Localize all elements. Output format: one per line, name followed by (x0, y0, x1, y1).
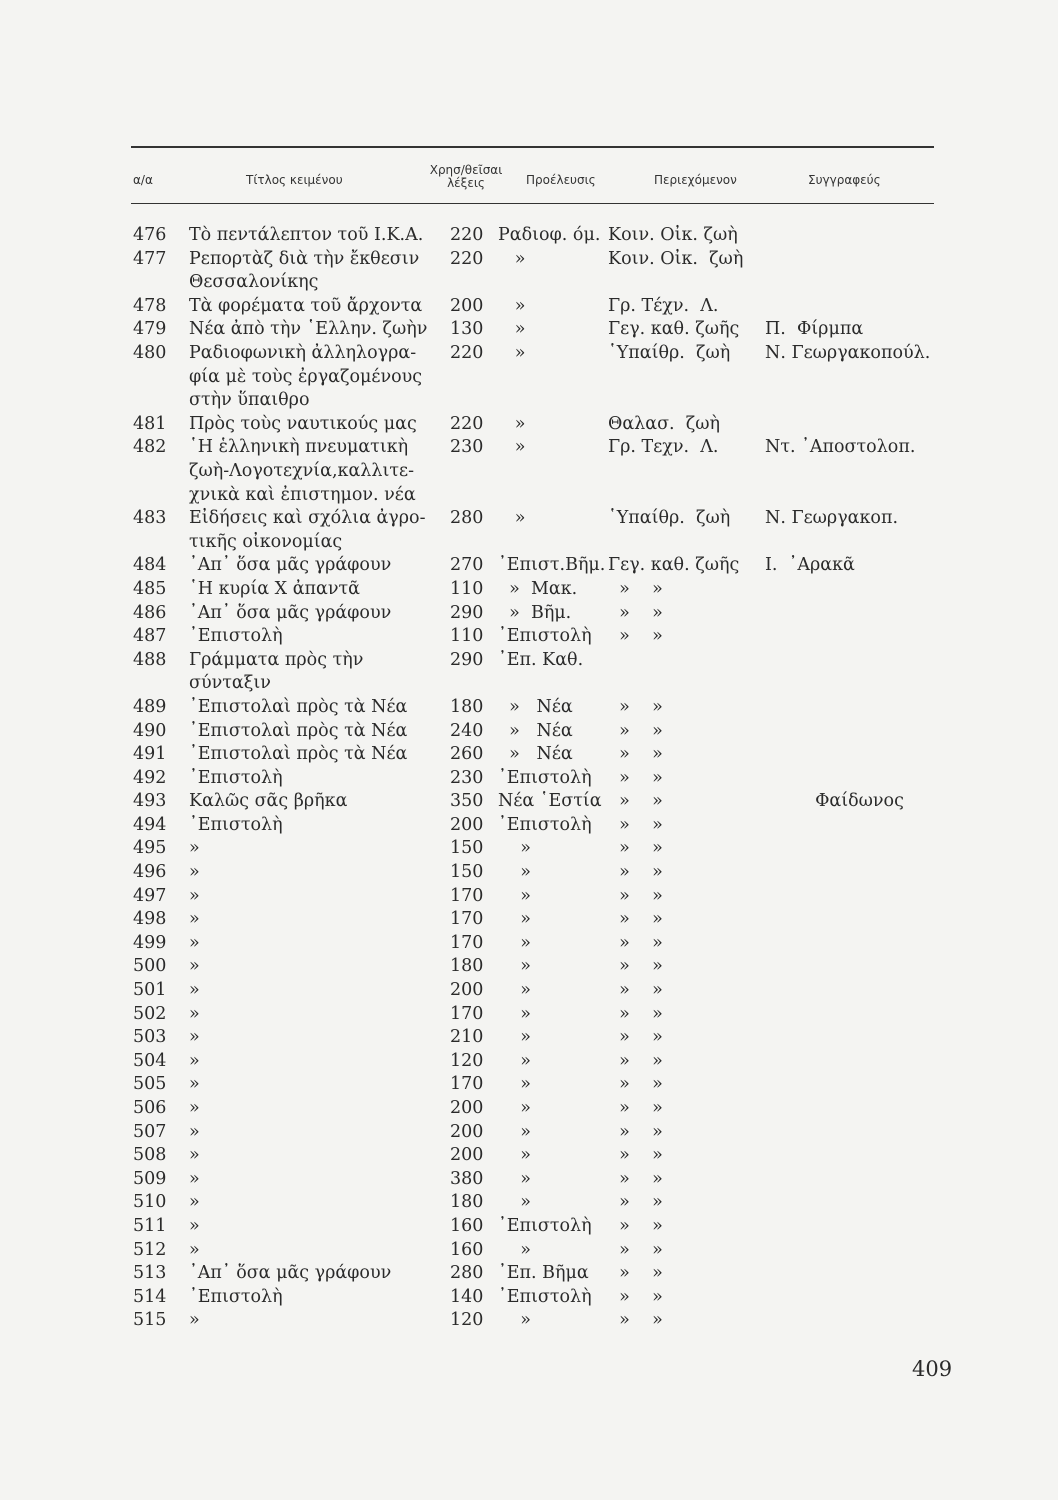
row-content: » » (608, 956, 663, 977)
row-words: 290 (450, 649, 484, 670)
table-row (0, 1003, 1058, 1027)
row-source: » (498, 295, 526, 316)
row-words: 120 (450, 1310, 484, 1331)
row-number: 487 (133, 626, 167, 647)
row-words: 350 (450, 791, 484, 812)
row-source: » (498, 342, 526, 363)
row-number: 506 (133, 1098, 167, 1118)
table-row (0, 790, 1058, 814)
row-number: 505 (133, 1074, 167, 1095)
row-title: Πρὸς τοὺς ναυτικούς μας (189, 413, 417, 434)
row-number: 497 (133, 885, 167, 906)
row-content: » » (608, 1168, 663, 1189)
row-source: » Βῆμ. (498, 602, 572, 623)
row-number: 511 (133, 1215, 167, 1236)
row-content: Γεγ. καθ. ζωῆς (608, 319, 740, 340)
row-content: » » (608, 1192, 663, 1213)
row-title: » (189, 1145, 200, 1166)
row-content: » » (608, 1239, 663, 1260)
row-source: » (498, 1003, 531, 1024)
row-number: 485 (133, 578, 167, 599)
row-content: » » (608, 1263, 663, 1284)
row-words: 140 (450, 1286, 484, 1307)
row-number: 509 (133, 1168, 167, 1189)
row-source: ᾿Επ. Καθ. (498, 649, 584, 670)
row-title: ῾Η κυρία Χ ἀπαντᾶ (189, 578, 360, 599)
row-content: » » (608, 791, 663, 812)
row-number: 512 (133, 1239, 167, 1260)
table-row (0, 1121, 1058, 1145)
row-content: » » (608, 1286, 663, 1307)
row-source: ᾿Επιστολὴ (498, 626, 592, 647)
row-words: 210 (450, 1027, 484, 1048)
row-words: 200 (450, 1121, 484, 1142)
header-author: Συγγραφεύς (808, 173, 881, 187)
row-content: » » (608, 1310, 663, 1331)
row-number: 510 (133, 1192, 167, 1213)
row-words: 170 (450, 885, 484, 906)
row-content: Γρ. Τεχν. Λ. (608, 437, 719, 458)
row-number: 513 (133, 1263, 167, 1284)
table-row (0, 578, 1058, 602)
table-row (0, 932, 1058, 956)
row-source: » (498, 437, 526, 458)
row-source: » (498, 1239, 531, 1260)
row-words: 260 (450, 744, 484, 765)
row-content: » » (608, 744, 663, 765)
row-source: ᾿Επ. Βῆμα (498, 1263, 589, 1284)
table-row (0, 837, 1058, 861)
row-source: Ραδιοφ. όμ. (498, 225, 601, 245)
row-source: » (498, 1168, 531, 1189)
row-source: » Νέα (498, 744, 573, 765)
row-source: » (498, 319, 526, 340)
row-content: » » (608, 838, 663, 859)
table-row (0, 1097, 1058, 1121)
table-row (0, 1309, 1058, 1333)
row-source: » (498, 248, 526, 269)
row-number: 480 (133, 342, 167, 363)
table-row (0, 979, 1058, 1003)
row-words: 200 (450, 295, 484, 316)
row-number: 482 (133, 437, 167, 458)
row-words: 150 (450, 838, 484, 859)
row-source: ᾿Επιστ.Βῆμ. (498, 555, 606, 576)
row-number: 496 (133, 862, 167, 883)
row-source: ᾿Επιστολὴ (498, 814, 592, 835)
page-number: 409 (912, 1357, 953, 1381)
row-content: » » (608, 1121, 663, 1142)
table-row (0, 720, 1058, 744)
table-row (0, 696, 1058, 720)
row-content: » » (608, 932, 663, 953)
row-words: 170 (450, 1003, 484, 1024)
table-header-rule (131, 203, 934, 204)
row-words: 220 (450, 248, 484, 269)
row-words: 380 (450, 1168, 484, 1189)
row-author: Ν. Γεωργακοπ. (765, 508, 899, 529)
row-title: ᾿Απ᾿ ὅσα μᾶς γράφουν (189, 1263, 392, 1284)
row-number: 493 (133, 791, 167, 812)
row-title: ᾿Απ᾿ ὅσα μᾶς γράφουν (189, 602, 392, 623)
row-source: » (498, 932, 531, 953)
row-number: 514 (133, 1286, 167, 1307)
table-row (0, 1262, 1058, 1286)
row-source: » (498, 980, 531, 1001)
row-words: 220 (450, 413, 484, 434)
row-title: » (189, 1215, 200, 1236)
table-row (0, 908, 1058, 932)
table-row (0, 436, 1058, 507)
row-source: ᾿Επιστολὴ (498, 1286, 592, 1307)
row-author: Φαίδωνος (765, 791, 904, 812)
row-title: » (189, 932, 200, 953)
row-source: » Μακ. (498, 578, 578, 599)
table-row (0, 1073, 1058, 1097)
row-source: » (498, 956, 531, 977)
row-title: Τὰ φορέματα τοῦ ἄρχοντα (189, 295, 423, 316)
row-words: 180 (450, 696, 484, 717)
row-source: ᾿Επιστολὴ (498, 767, 592, 788)
row-number: 476 (133, 225, 167, 245)
row-source: » (498, 508, 526, 529)
row-number: 483 (133, 508, 167, 529)
row-words: 110 (450, 578, 484, 599)
row-source: » (498, 838, 531, 859)
row-content: ῾Υπαίθρ. ζωὴ (608, 342, 731, 363)
row-content: » » (608, 578, 663, 599)
row-content: » » (608, 1003, 663, 1024)
row-author: Ν. Γεωργακοπούλ. (765, 342, 931, 363)
row-title: » (189, 909, 200, 930)
row-number: 478 (133, 295, 167, 316)
row-title: » (189, 1310, 200, 1331)
table-row (0, 885, 1058, 909)
row-title: Ρεπορτὰζ διὰ τὴν ἔκθεσιν Θεσσαλονίκης (189, 248, 420, 293)
row-words: 230 (450, 767, 484, 788)
row-words: 200 (450, 814, 484, 835)
table-row (0, 248, 1058, 295)
row-words: 200 (450, 1098, 484, 1118)
row-title: » (189, 1239, 200, 1260)
row-number: 503 (133, 1027, 167, 1048)
header-content: Περιεχόμενον (654, 173, 737, 187)
row-title: ᾿Απ᾿ ὅσα μᾶς γράφουν (189, 555, 392, 576)
row-title: Ραδιοφωνικὴ ἀλληλογρα- φία μὲ τοὺς ἐργαζομένους στὴν ὕπαιθρο (189, 342, 423, 411)
row-source: » (498, 1121, 531, 1142)
table-row (0, 1050, 1058, 1074)
row-content: Θαλασ. ζωὴ (608, 413, 720, 434)
row-title: ᾿Επιστολαὶ πρὸς τὰ Νέα (189, 720, 408, 741)
row-title: » (189, 1027, 200, 1048)
row-source: » (498, 1074, 531, 1095)
row-words: 240 (450, 720, 484, 741)
row-content: » » (608, 626, 663, 647)
row-content: » » (608, 1074, 663, 1095)
row-source: » (498, 885, 531, 906)
row-words: 150 (450, 862, 484, 883)
row-content: » » (608, 862, 663, 883)
row-number: 500 (133, 956, 167, 977)
row-number: 491 (133, 744, 167, 765)
row-title: Εἰδήσεις καὶ σχόλια ἀγρο- τικῆς οἰκονομίας (189, 508, 426, 552)
row-content: » » (608, 1098, 663, 1118)
table-row (0, 554, 1058, 578)
row-words: 200 (450, 980, 484, 1001)
row-title: » (189, 838, 200, 859)
row-number: 484 (133, 555, 167, 576)
row-source: » (498, 1050, 531, 1071)
table-row (0, 1144, 1058, 1168)
table-top-rule (131, 146, 934, 148)
row-title: » (189, 1098, 200, 1118)
table-body (0, 224, 1058, 1333)
header-words-line1: Χρησ/θεῖσαι (429, 163, 503, 177)
row-title: Τὸ πεντάλεπτον τοῦ Ι.Κ.Α. (189, 225, 424, 245)
header-aa: α/α (133, 173, 153, 187)
row-title: ᾿Επιστολαὶ πρὸς τὰ Νέα (189, 744, 408, 765)
row-words: 110 (450, 626, 484, 647)
table-row (0, 649, 1058, 696)
row-author: Ι. ᾿Αρακᾶ (765, 555, 855, 576)
row-title: Γράμματα πρὸς τὴν σύνταξιν (189, 649, 364, 694)
row-words: 170 (450, 909, 484, 930)
row-number: 494 (133, 814, 167, 835)
row-content: Κοιν. Οἰκ. ζωὴ (608, 225, 738, 245)
row-title: ῾Η ἑλληνικὴ πνευματικὴ ζωὴ-Λογοτεχνία,καλλιτε- χνικὰ καὶ ἐπιστημον. νέα (189, 437, 416, 505)
row-title: Νέα ἀπὸ τὴν ῾Ελλην. ζωὴν (189, 319, 428, 340)
row-number: 479 (133, 319, 167, 340)
row-content: » » (608, 767, 663, 788)
row-content: Γεγ. καθ. ζωῆς (608, 555, 740, 576)
row-source: » (498, 1310, 531, 1331)
row-number: 495 (133, 838, 167, 859)
row-number: 498 (133, 909, 167, 930)
row-words: 220 (450, 342, 484, 363)
row-source: » (498, 1145, 531, 1166)
row-content: » » (608, 1215, 663, 1236)
header-title: Τίτλος κειμένου (246, 173, 343, 187)
row-words: 280 (450, 508, 484, 529)
row-title: » (189, 1050, 200, 1071)
row-number: 515 (133, 1310, 167, 1331)
row-source: » (498, 413, 526, 434)
row-content: » » (608, 1145, 663, 1166)
row-number: 508 (133, 1145, 167, 1166)
row-number: 486 (133, 602, 167, 623)
row-content: » » (608, 885, 663, 906)
row-content: » » (608, 980, 663, 1001)
row-content: » » (608, 814, 663, 835)
row-title: ᾿Επιστολὴ (189, 626, 283, 647)
row-number: 481 (133, 413, 167, 434)
row-words: 160 (450, 1239, 484, 1260)
table-row (0, 1191, 1058, 1215)
row-number: 499 (133, 932, 167, 953)
row-content: » » (608, 696, 663, 717)
table-row (0, 1026, 1058, 1050)
row-source: » (498, 1098, 531, 1118)
row-content: » » (608, 1027, 663, 1048)
table-row (0, 1239, 1058, 1263)
row-number: 501 (133, 980, 167, 1001)
row-source: » (498, 862, 531, 883)
row-content: Κοιν. Οἰκ. ζωὴ (608, 248, 744, 269)
row-words: 290 (450, 602, 484, 623)
row-title: ᾿Επιστολὴ (189, 814, 283, 835)
row-number: 477 (133, 248, 167, 269)
table-row (0, 602, 1058, 626)
row-content: ῾Υπαίθρ. ζωὴ (608, 508, 731, 529)
row-number: 488 (133, 649, 167, 670)
row-words: 170 (450, 1074, 484, 1095)
row-content: » » (608, 909, 663, 930)
table-row (0, 767, 1058, 791)
row-title: » (189, 956, 200, 977)
row-content: » » (608, 1050, 663, 1071)
table-row (0, 955, 1058, 979)
header-words-line2: λέξεις (447, 176, 485, 190)
row-words: 270 (450, 555, 484, 576)
row-title: » (189, 980, 200, 1001)
row-words: 280 (450, 1263, 484, 1284)
header-words (418, 164, 514, 190)
table-row (0, 1286, 1058, 1310)
header-source: Προέλευσις (526, 173, 596, 187)
table-row (0, 1215, 1058, 1239)
row-source: » (498, 1027, 531, 1048)
row-author: Ντ. ᾿Αποστολοπ. (765, 437, 916, 458)
row-title: Καλῶς σᾶς βρῆκα (189, 791, 348, 812)
row-number: 502 (133, 1003, 167, 1024)
table-row (0, 413, 1058, 437)
table-row (0, 625, 1058, 649)
row-title: » (189, 1168, 200, 1189)
row-title: ᾿Επιστολὴ (189, 767, 283, 788)
table-row (0, 318, 1058, 342)
row-content: Γρ. Τέχν. Λ. (608, 295, 719, 316)
table-row (0, 1168, 1058, 1192)
row-title: ᾿Επιστολὴ (189, 1286, 283, 1307)
row-title: » (189, 1121, 200, 1142)
table-row (0, 861, 1058, 885)
row-author: Π. Φίρμπα (765, 319, 864, 340)
table-row (0, 743, 1058, 767)
table-row (0, 224, 1058, 248)
row-title: » (189, 1074, 200, 1095)
row-words: 180 (450, 956, 484, 977)
row-source: Νέα ῾Εστία (498, 791, 602, 812)
row-source: » Νέα (498, 720, 573, 741)
row-words: 180 (450, 1192, 484, 1213)
row-title: » (189, 1192, 200, 1213)
row-title: ᾿Επιστολαὶ πρὸς τὰ Νέα (189, 696, 408, 717)
row-words: 170 (450, 932, 484, 953)
row-words: 220 (450, 225, 484, 245)
row-number: 492 (133, 767, 167, 788)
row-words: 230 (450, 437, 484, 458)
row-words: 160 (450, 1215, 484, 1236)
row-source: ᾿Επιστολὴ (498, 1215, 592, 1236)
row-title: » (189, 862, 200, 883)
row-source: » (498, 909, 531, 930)
row-number: 507 (133, 1121, 167, 1142)
row-content: » » (608, 602, 663, 623)
row-words: 130 (450, 319, 484, 340)
row-source: » (498, 1192, 531, 1213)
row-words: 200 (450, 1145, 484, 1166)
row-content: » » (608, 720, 663, 741)
table-row (0, 295, 1058, 319)
row-source: » Νέα (498, 696, 573, 717)
row-number: 490 (133, 720, 167, 741)
row-title: » (189, 885, 200, 906)
table-row (0, 507, 1058, 554)
row-title: » (189, 1003, 200, 1024)
row-number: 489 (133, 696, 167, 717)
row-number: 504 (133, 1050, 167, 1071)
table-row (0, 342, 1058, 413)
table-row (0, 814, 1058, 838)
row-words: 120 (450, 1050, 484, 1071)
